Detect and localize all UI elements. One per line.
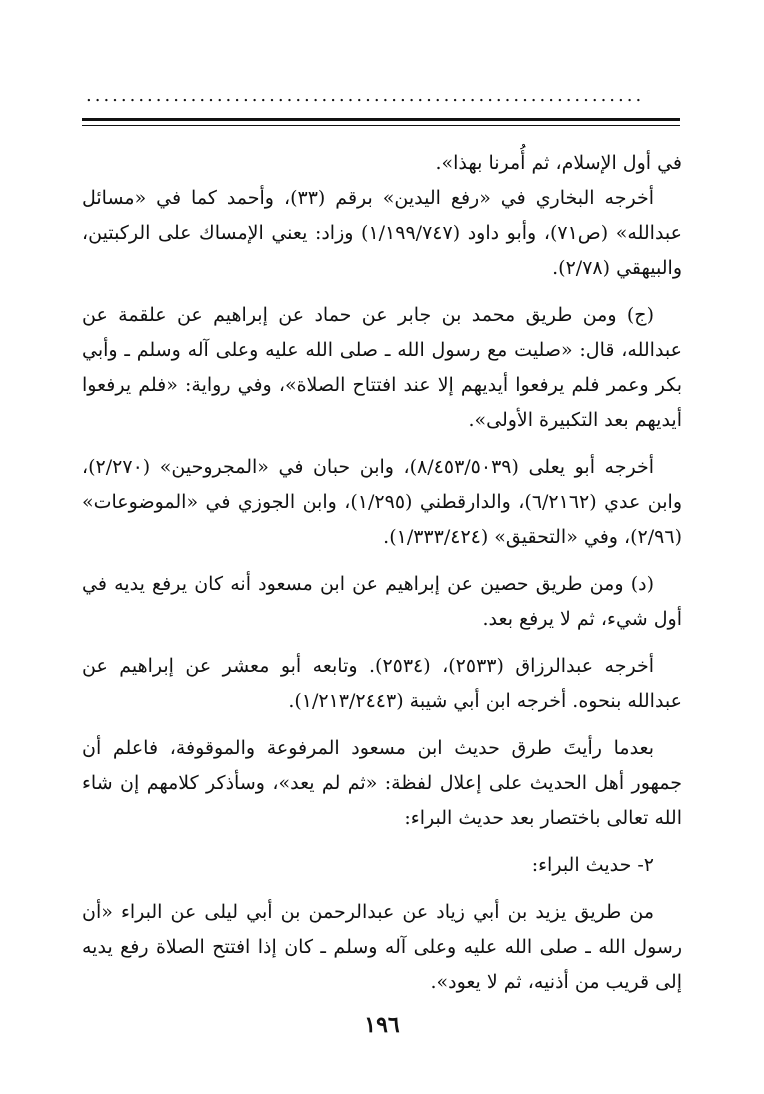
header-rule-thin bbox=[82, 125, 680, 126]
page-body bbox=[82, 146, 682, 1000]
header-dotted-line: ................................................................ bbox=[86, 86, 645, 106]
header-rule-thick bbox=[82, 118, 680, 121]
paragraph-5: (د) ومن طريق حصين عن إبراهيم عن ابن مسعود أنه كان يرفع يديه في أول شيء، ثم لا يرفع بعد. bbox=[82, 573, 682, 630]
paragraph-8: من طريق يزيد بن أبي زياد عن عبدالرحمن بن أبي ليلى عن البراء «أن رسول الله ـ صلى الله عليه وعلى آله وسلم ـ كان إذا افتتح الصلاة رفع يديه إلى قريب من أذنيه، ثم لا يعود». bbox=[82, 901, 682, 993]
section-heading: ٢- حديث البراء: bbox=[531, 854, 654, 876]
paragraph-1: في أول الإسلام، ثم أُمرنا بهذا». bbox=[435, 152, 682, 174]
paragraph-7: بعدما رأيتَ طرق حديث ابن مسعود المرفوعة والموقوفة، فاعلم أن جمهور أهل الحديث على إعلال لفظة: «ثم لم يعد»، وسأذكر كلامهم إن شاء الله تعالى باختصار بعد حديث البراء: bbox=[82, 737, 682, 829]
page-number: ١٩٦ bbox=[364, 1012, 400, 1038]
paragraph-6: أخرجه عبدالرزاق (٢٥٣٣)، (٢٥٣٤). وتابعه أبو معشر عن إبراهيم عن عبدالله بنحوه. أخرجه ابن أبي شيبة (١/٢١٣/٢٤٤٣). bbox=[82, 655, 682, 712]
paragraph-2: أخرجه البخاري في «رفع اليدين» برقم (٣٣)، وأحمد كما في «مسائل عبدالله» (ص٧١)، وأبو داود (١/١٩٩/٧٤٧) وزاد: يعني الإمساك على الركبتين، والبيهقي (٢/٧٨). bbox=[82, 187, 682, 279]
paragraph-3: (ج) ومن طريق محمد بن جابر عن حماد عن إبراهيم عن علقمة عن عبدالله، قال: «صليت مع رسول الله ـ صلى الله عليه وعلى آله وسلم ـ وأبي بكر وعمر فلم يرفعوا أيديهم إلا عند افتتاح الصلاة»، وفي رواية: «فلم يرفعوا أيديهم بعد التكبيرة الأولى». bbox=[82, 304, 682, 431]
paragraph-4: أخرجه أبو يعلى (٨/٤٥٣/٥٠٣٩)، وابن حبان في «المجروحين» (٢/٢٧٠)، وابن عدي (٦/٢١٦٢)، والدارقطني (١/٢٩٥)، وابن الجوزي في «الموضوعات» (٢/٩٦)، وفي «التحقيق» (١/٣٣٣/٤٢٤). bbox=[82, 456, 682, 548]
